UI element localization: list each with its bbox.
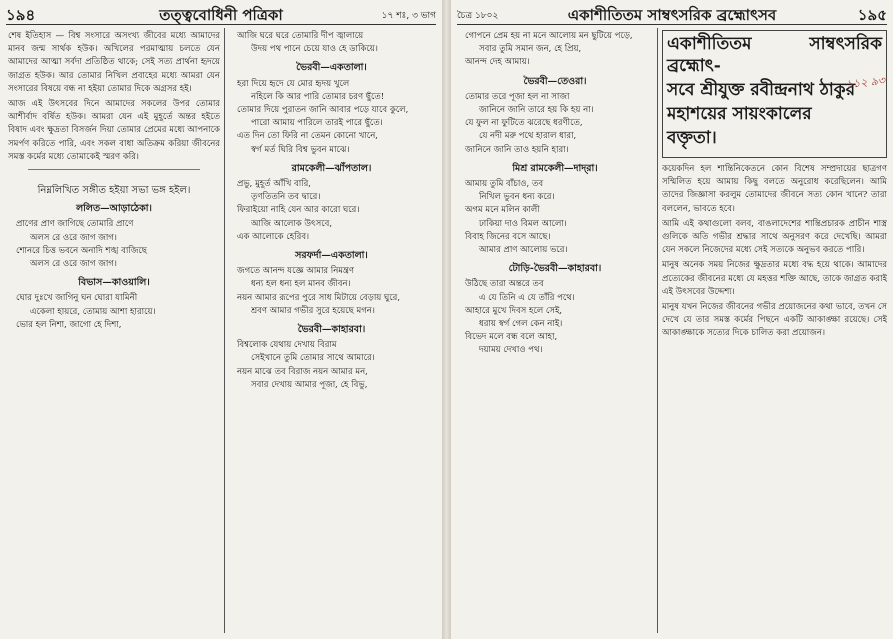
speech-title-line: একাশীতিতম সাম্বৎসরিক ব্রহ্মোৎ- <box>667 34 882 76</box>
song-heading: ভৈরবী—কাহারবা। <box>297 324 366 336</box>
song-line: দয়াময় দেখাও পথ। <box>479 345 543 356</box>
song-line: জগতে আনন্দ যজ্ঞে আমার নিমন্ত্রণ <box>237 266 355 277</box>
song-line: নিখিল ভুবন ধন্য করে। <box>479 192 555 203</box>
paragraph: মানুষ অনেক সময় নিজের ক্ষুদ্রতার মধ্যে বদ্ধ হয়ে থাকে। আমাদের প্রত্যেকের জীবনের মধ্যে যে মহত্তর শক্তি আছে, তাকে জাগ্রত করাই এই উৎসবের উদ্দেশ্য। <box>662 260 887 297</box>
page-number: ১৯৫ <box>857 6 887 24</box>
running-title: একাশীতিতম সাম্বৎসরিক ব্রহ্মোৎসব <box>567 6 777 24</box>
running-title: তত্ত্ববোধিনী পত্রিকা <box>159 6 283 24</box>
song-line: যে নদী মরু পথে হারাল ধারা, <box>479 131 577 142</box>
page-number: ১৯৪ <box>6 6 36 24</box>
left-page-header <box>6 2 436 24</box>
song-line: অগম মনে মলিন কালী <box>465 205 540 216</box>
left-page <box>0 0 442 639</box>
speech-title-line: মহাশয়ের সায়ংকালের <box>667 104 812 124</box>
song-line: অলস রে ওরে জাগ জাগ। <box>30 232 117 243</box>
song-line: স্বর্গ মর্ত ঘিরি বিশ্ব ভুবন মাঝে। <box>251 144 350 155</box>
issue-date: চৈত্র ১৮০২ <box>457 11 499 21</box>
song-heading: বিভাস—কাওয়ালি। <box>78 277 150 289</box>
song-line: এক আলোকে হেরিব। <box>237 231 310 242</box>
right-page-header <box>457 2 887 24</box>
header-rule <box>457 24 887 25</box>
song-line: একেলা হায়রে, তোমায় আশা হারায়ে। <box>30 306 156 317</box>
song-line: অলস রে ওরে জাগ জাগ। <box>30 259 117 270</box>
song-list <box>457 30 653 358</box>
song-line: নয়ন আমার রূপের পুরে সাধ মিটায়ে বেড়ায় ঘুরে, <box>237 292 401 303</box>
column-rule <box>224 28 225 633</box>
speech-body <box>662 163 887 341</box>
issue-date: ১৭ শঃ, ৩ ভাগ <box>381 11 436 21</box>
song-list <box>229 30 434 392</box>
song-line: ফিরাইয়ো নাহি যেন আর কারো ঘরে। <box>237 205 360 216</box>
right-page <box>451 0 893 639</box>
book-gutter <box>442 0 451 639</box>
song-verse <box>457 30 653 70</box>
song-verse <box>229 30 434 56</box>
song-line: আমার প্রাণ আলোয় ভরে। <box>479 245 568 256</box>
song-line: নহিলে কি আর পারি তোমার চরণ ছুঁতে! <box>251 91 385 102</box>
handwritten-note: ১১২ ৯৩ <box>845 73 886 92</box>
paragraph: আজ এই উৎসবের দিনে আমাদের সকলের উপর তোমার আশীর্বাদ বর্ষিত হউক। আমরা যেন এই মুহূর্তে অন্তর হইতে বিষাদ এবং ক্ষুদ্রতা বিসর্জন দিয়া তোমার প্রেমের মধ্যে আপনাকে সমর্পণ করিতে পারি, এবং সকল বাধা অতিক্রম করিয়া জীবনের সমস্ত কর্মের মধ্যে তোমাকেই স্মরণ করি। <box>8 99 220 162</box>
song-heading: ভৈরবী—একতালা। <box>296 62 367 74</box>
song-verse <box>229 339 434 392</box>
song-verse <box>8 218 220 271</box>
song-heading: ললিত—আড়াঠেকা। <box>76 203 152 215</box>
song-line: শ্রবণ আমার গভীর সুরে হয়েছে মগন। <box>251 305 375 316</box>
paragraph: মানুষ যখন নিজের জীবনের গভীর প্রয়োজনের কথা ভাবে, তখন সে দেখে যে তার সমস্ত কর্মের পিছনে একটি আকাঙ্ক্ষা রয়েছে। সেই আকাঙ্ক্ষাকে সত্যের দিকে চালিত করা প্রয়োজন। <box>662 302 887 339</box>
song-verse <box>229 265 434 318</box>
song-list <box>8 202 220 332</box>
paragraph: শেষ ইতিহাস — বিশ্ব সংসারে অসংখ্য জীবের মধ্যে আমাদের মানব জন্ম সার্থক হউক। অখিলের পরমাত্মায় চলতে যেন আমাদের আত্মা সর্বদা প্রতিষ্ঠিত থাকে; সেই সত্য প্রার্থনা হৃদয়ে জাগ্রত হউক। আর তোমার নিখিল প্রবাহের মধ্যে আমরা যেন সংসারের বিষয়ে বন্ধ না হইয়া তোমার দিকে অগ্রসর হই। <box>8 31 220 94</box>
paragraph: আমি এই কথাগুলো বলব, বাঙলাদেশের শান্তিপ্রচারক প্রাচীন শাস্ত্র গুলিকে অতি গভীর শ্রদ্ধার সাথে অনুসরণ করে দেখেছি। আমরা যেন সকলে নিজেদের মধ্যে সেই সত্যকে অনুভব করতে পারি। <box>662 218 887 256</box>
announcement: নিম্নলিখিত সঙ্গীত হইয়া সভা ভঙ্গ হইল। <box>37 185 191 197</box>
speech-title-line: বক্তৃতা। <box>667 128 717 148</box>
column-rule <box>657 28 658 633</box>
right-page-column-1 <box>457 30 653 635</box>
song-line: সবার দেখায় আমার পূজা, হে বিভু, <box>251 379 368 390</box>
song-line: সবার তুমি সমান জন, হে প্রিয়, <box>479 44 582 55</box>
song-heading: মিশ্র রামকেলী—দাদ্‌রা। <box>512 162 598 174</box>
song-line: ঢাকিয়া দাও বিমল আলো। <box>479 218 567 229</box>
song-line: উঠিছে তারা অন্তরে তব <box>465 279 544 290</box>
song-heading: রামকেলী—ঝাঁপতাল। <box>291 162 372 174</box>
song-line: পারো আমায় পারিলে তারই পারে ছুঁতে। <box>251 118 383 129</box>
song-line: হরা দিয়ে হৃদে যে মোর হৃদয় খুলে <box>237 78 350 89</box>
song-verse <box>229 178 434 244</box>
song-line: প্রভু, মুহূর্ত আঁখি বারি, <box>237 179 311 190</box>
song-line: জানিনে জানি তারে হয় কি হয় না। <box>479 105 594 116</box>
song-line: যে ফুল না ফুটিতে ঝরেছে ধরণীতে, <box>465 118 583 129</box>
song-heading: ভৈরবী—তেওরা। <box>523 75 587 87</box>
song-line: এত দিন তো ফিরি না তেমন কোনো খানে, <box>237 131 378 142</box>
song-line: জানিনে জানি তাও হয়নি হারা। <box>465 144 569 155</box>
song-line: আমায় তুমি বাঁচাও, তব <box>465 179 544 190</box>
song-line: তৃণতিতনি তব দ্বারে। <box>251 192 321 203</box>
song-line: তোমার তরে পূজা হল না সাজা <box>465 91 570 102</box>
song-heading: টোড়ি-ভৈরবী—কাহারবা। <box>508 263 602 275</box>
song-verse <box>229 78 434 157</box>
song-line: সেইখানে তুমি তোমার সাথে আমারে। <box>251 353 375 364</box>
song-line: আজি ঘরে ঘরে তোমারি দীপ জ্বালায়ে <box>237 31 364 41</box>
paragraph: কয়েকদিন হল শান্তিনিকেতনে কোন বিশেষ সম্প্রদায়ের ছাত্রগণ সম্মিলিত হয়ে আমায় কিছু বলতে অনুরোধ করেছিলেন। আমি তাদের জিজ্ঞাসা করলুম তোমাদের জীবনে সত্য কোন খানে? তারা বললেন, ভাবতে হবে। <box>662 164 887 214</box>
header-rule <box>6 24 436 25</box>
song-line: বিশ্বলোক যেথায় দেখায় বিরাম <box>237 340 337 351</box>
song-line: উদয় পথ পানে চেয়ে যাও হে ডাকিয়ে। <box>251 44 378 55</box>
song-line: ধন্য হল ধন্য হল মানব জীবন। <box>251 279 351 290</box>
song-line: গোপনে প্রেম হয় না মনে আলোয় মন ছুটিয়ে পড়ে, <box>465 31 633 41</box>
song-line: আহারে মুখে দিবস হলে সেই, <box>465 305 563 316</box>
song-line: বিবাহ জিনের বসে আছে। <box>465 231 551 242</box>
song-line: এ যে তিনি এ যে তাঁরি পথে। <box>479 292 575 303</box>
song-line: ভোর হল নিশা, জাগো হে দিশা, <box>16 319 122 330</box>
song-line: তোমার দিয়ে পুরাতন জানি আবার পড়ে যাবে কুলে, <box>237 105 409 116</box>
song-verse <box>8 292 220 332</box>
song-verse <box>457 91 653 157</box>
song-line: ঘোর দুঃখে জাগিনু ঘন ঘোরা যামিনী <box>16 293 138 304</box>
song-line: প্রাণের প্রাণ জাগিছে তোমারি প্রাণে <box>16 219 134 230</box>
song-line: বিভেদ মলে বন্ধ বলে আহা, <box>465 332 558 343</box>
left-page-column-2 <box>229 30 434 635</box>
song-line: আনন্দ দেহ আমায়। <box>465 57 530 68</box>
song-verse <box>457 178 653 257</box>
speech-title-line: সবে শ্রীযুক্ত রবীন্দ্রনাথ ঠাকুর <box>667 80 856 100</box>
song-line: আজি আলোক উৎসবে, <box>251 218 333 229</box>
divider <box>28 169 200 170</box>
song-line: ধরায় স্বর্গ গেল কেন নাই। <box>479 319 563 330</box>
song-heading: সরফর্দা—একতালা। <box>295 250 368 262</box>
song-verse <box>457 278 653 357</box>
song-line: নয়ন মাঝে তব বিরাজ নয়ন আমার মন, <box>237 366 368 377</box>
song-line: শোনরে চিত্ত ভবনে অনাদি শঙ্খ বাজিছে <box>16 245 147 256</box>
prose-block <box>8 30 220 164</box>
left-page-column-1 <box>8 30 220 635</box>
right-page-column-2 <box>662 30 887 635</box>
